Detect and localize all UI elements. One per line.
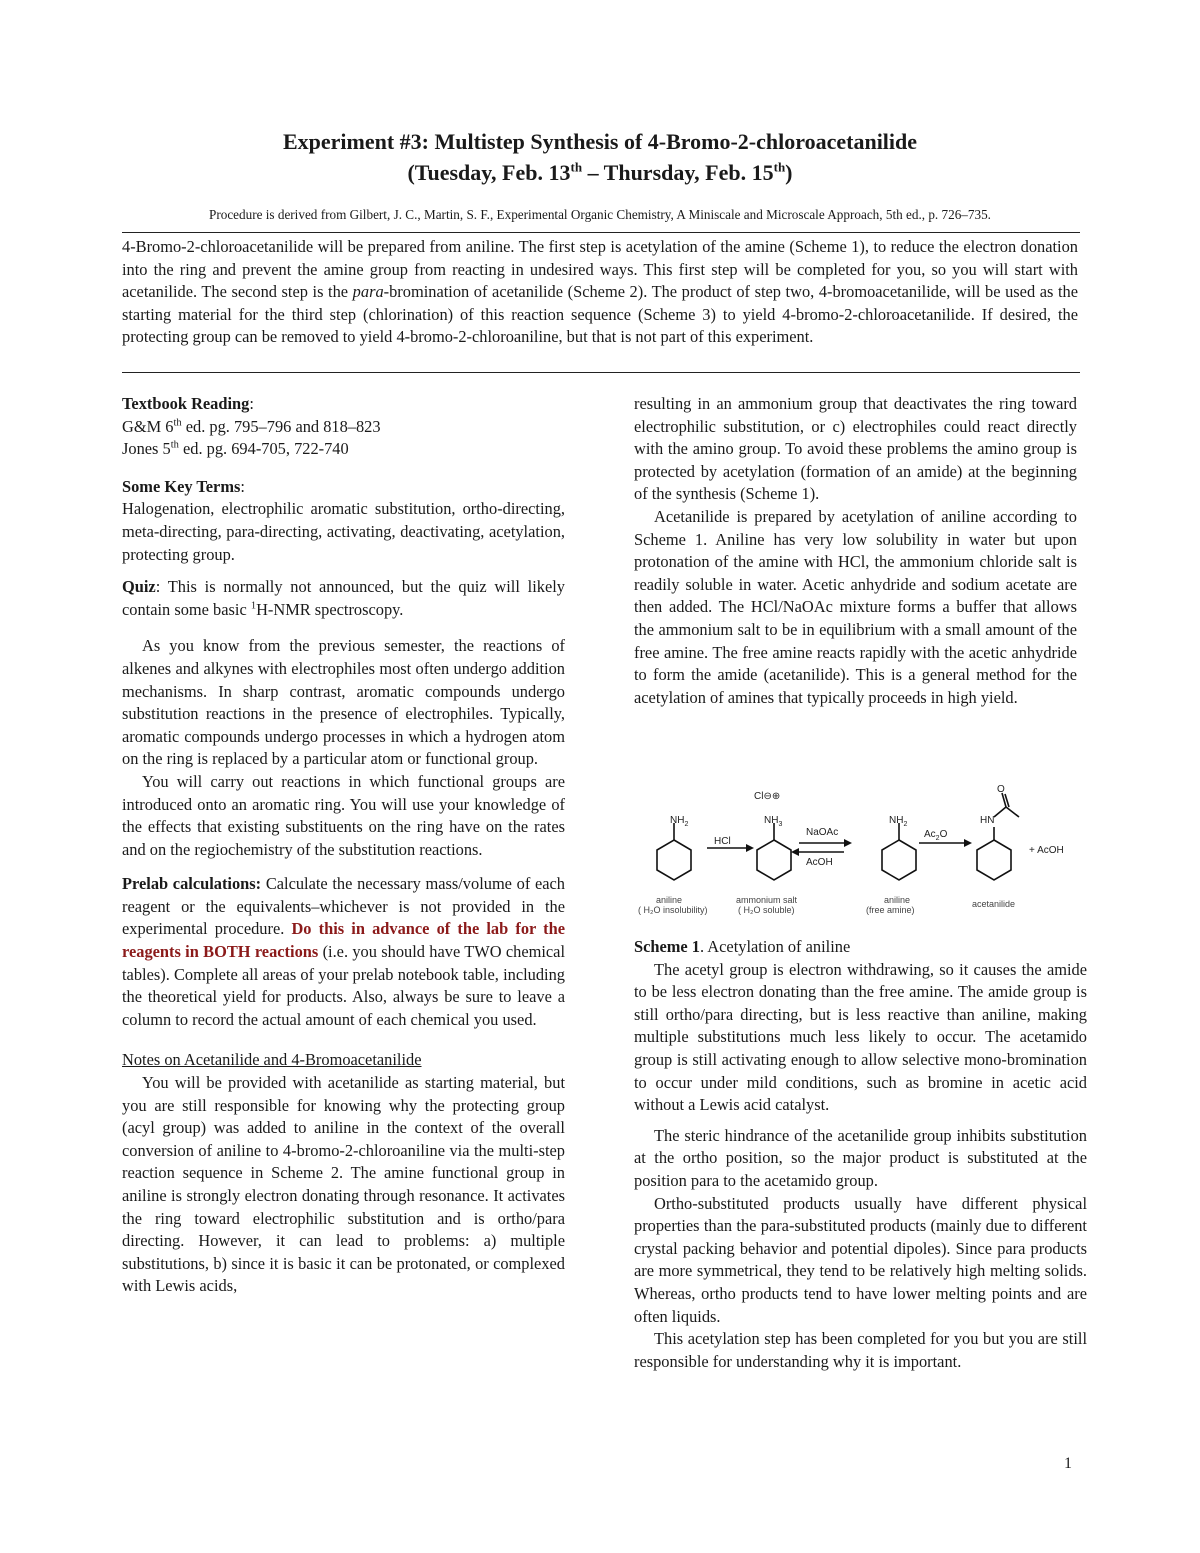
reading-heading: Textbook Reading: xyxy=(122,394,254,413)
intro-electrophiles-paragraph: As you know from the previous semester, the reactions of alkenes and alkynes with electrophiles most often undergo addition mechanisms. In sharp contrast, aromatic compounds undergo substitution reactions in the presence of electrophiles. Typically, aromatic compounds undergo processes in which a hydrogen atom on the ring is replaced by a particular atom or functional group. xyxy=(122,636,565,769)
caption-ammonium-note: ( H₂O soluble) xyxy=(738,905,795,915)
acetyl-group-paragraph: The acetyl group is electron withdrawing, so it causes the amide to be less electron donating than the free amine. The amide group is still ortho/para directing, but is less reactive than aniline, making multiple substitutions much less likely to occur. The acetamido group is still activating enough to allow selective mono-bromination to occur under mild conditions, such as bromine in acetic acid without a Lewis acid catalyst. xyxy=(634,959,1087,1115)
caption-aniline-1-note: ( H₂O insolubility) xyxy=(638,905,708,915)
free-amine-ring xyxy=(882,840,916,880)
continuation-paragraph: resulting in an ammonium group that deactivates the ring toward electrophilic substitution, or c) electrophiles could react directly with the amino group. To avoid these problems the amino group is protected by acetylation (formation of an amide) at the beginning of the synthesis (Scheme 1). xyxy=(634,394,1077,504)
scheme-1-diagram xyxy=(634,785,1104,925)
byproduct-acoh: + AcOH xyxy=(1029,845,1064,856)
caption-aniline-1: aniline xyxy=(656,895,683,905)
hcl-reagent: HCl xyxy=(714,836,731,847)
caption-acetanilide: acetanilide xyxy=(972,899,1016,909)
ac2o-reagent: $Ac_2O$ xyxy=(924,829,948,842)
caption-aniline-2: aniline xyxy=(884,895,911,905)
aniline-ring xyxy=(657,840,691,880)
caption-ammonium: ammonium salt xyxy=(736,895,798,905)
divider-bottom xyxy=(122,372,1080,373)
reading-gm: G&M 6th ed. pg. 795–796 and 818–823 xyxy=(122,416,381,436)
acetanilide-ring xyxy=(977,840,1011,880)
intro-paragraph: 4-Bromo-2-chloroacetanilide will be prepared from aniline. The first step is acetylation of the amine (Scheme 1), to reduce the electron donation into the ring and prevent the amine group from reacting in undesired ways. This first step will be completed for you, so you will start with acetanilide. The second step is the para-bromination of acetanilide (Scheme 2). The product of step two, 4-bromoacetanilide, will be used as the starting material for the third step (chlorination) of this reaction sequence (Scheme 3) to yield 4-bromo-2-chloroacetanilide. If desired, the protecting group can be removed to yield 4-bromo-2-chloroaniline, but that is not part of this experiment. xyxy=(122,237,1078,347)
amide-nh-label: HN xyxy=(980,815,995,826)
page-number: 1 xyxy=(1064,1455,1072,1472)
acetylation-complete-paragraph: This acetylation step has been completed for you but you are still responsible for understanding why it is important. xyxy=(634,1329,1087,1371)
notes-paragraph: You will be provided with acetanilide as starting material, but you are still responsible for knowing why the protecting group (acyl group) was added to aniline in the context of the overall conversion of aniline to 4-bromo-2-chloroaniline via the multi-step reaction sequence in Scheme 2. The amine functional group in aniline is strongly electron donating through resonance. It activates the ring toward electrophilic substitution and is ortho/para directing. However, it can lead to problems: a) multiple substitutions, b) since it is basic it can be protonated, or complexed with Lewis acids, xyxy=(122,1073,565,1296)
acoh-reverse-reagent: AcOH xyxy=(806,857,833,868)
divider-top xyxy=(122,232,1080,233)
reading-jones: Jones 5th ed. pg. 694-705, 722-740 xyxy=(122,439,349,459)
notes-heading: Notes on Acetanilide and 4-Bromoacetanilide xyxy=(122,1050,422,1070)
steric-paragraph: The steric hindrance of the acetanilide group inhibits substitution at the ortho position, so the major product is substituted at the position para to the acetamido group. xyxy=(634,1125,1087,1190)
key-terms-heading: Some Key Terms: xyxy=(122,476,245,496)
left-column xyxy=(122,393,565,1298)
right-column-bottom xyxy=(634,936,1087,1373)
procedure-source: Procedure is derived from Gilbert, J. C., Martin, S. F., Experimental Organic Chemistry, A Miniscale and Microscale Approach, 5th ed., p. 726–735. xyxy=(209,207,991,222)
functional-groups-paragraph: You will carry out reactions in which functional groups are introduced onto an aromatic ring. You will use your knowledge of the effects that existing substituents on the ring have on the rates and on the regiochemistry of the substitution reactions. xyxy=(122,771,565,859)
nh2-label-1: $NH_2$ xyxy=(670,815,689,828)
title-line-2: (Tuesday, Feb. 13th – Thursday, Feb. 15th) xyxy=(407,159,793,185)
key-terms: Halogenation, electrophilic aromatic substitution, ortho-directing, meta-directing, para-directing, activating, deactivating, acetylation, protecting group. xyxy=(122,499,565,564)
caption-aniline-2-note: (free amine) xyxy=(866,905,915,915)
chloride-ion: Cl⊖⊕ xyxy=(754,791,781,802)
carbonyl-oxygen: O xyxy=(997,785,1005,795)
naoac-reagent: NaOAc xyxy=(806,827,839,838)
nh3-label: $NH_3$ xyxy=(764,815,783,828)
acetanilide-prep-paragraph: Acetanilide is prepared by acetylation of aniline according to Scheme 1. Aniline has very low solubility in water but upon protonation of the amine with HCl, the ammonium chloride salt is readily soluble in water. Acetic anhydride and sodium acetate are then added. The HCl/NaOAc mixture forms a buffer that allows the ammonium salt to be in equilibrium with a small amount of the free amine. The free amine reacts rapidly with the acetic anhydride to form the amide (acetanilide). This is a general method for the acetylation of amines that typically proceeds in high yield. xyxy=(634,506,1077,707)
scheme-caption: Scheme 1. Acetylation of aniline xyxy=(634,937,851,956)
title-line-1: Experiment #3: Multistep Synthesis of 4-Bromo-2-chloroacetanilide xyxy=(282,129,918,154)
prelab-paragraph: Prelab calculations: Calculate the necessary mass/volume of each reagent or the equivalents–whichever is not provided in the experimental procedure. Do this in advance of the lab for the reagents in BOTH reactions (i.e. you should have TWO chemical tables). Complete all areas of your prelab notebook table, including the theoretical yield for products. Also, always be sure to leave a column to record the actual amount of each chemical you used. xyxy=(122,874,566,1029)
nh2-label-2: $NH_2$ xyxy=(889,815,908,828)
right-column-top xyxy=(634,393,1077,709)
ortho-products-paragraph: Ortho-substituted products usually have different physical properties than the para-substituted products (mainly due to different crystal packing behavior and potential dipoles). Since para products are more symmetrical, they tend to be relatively high melting solids. Whereas, ortho products tend to have lower melting points and are often liquids. xyxy=(634,1193,1087,1326)
ammonium-ring xyxy=(757,840,791,880)
quiz-paragraph: Quiz: This is normally not announced, but the quiz will likely contain some basic $^1$H-NMR spectroscopy. xyxy=(122,577,565,619)
